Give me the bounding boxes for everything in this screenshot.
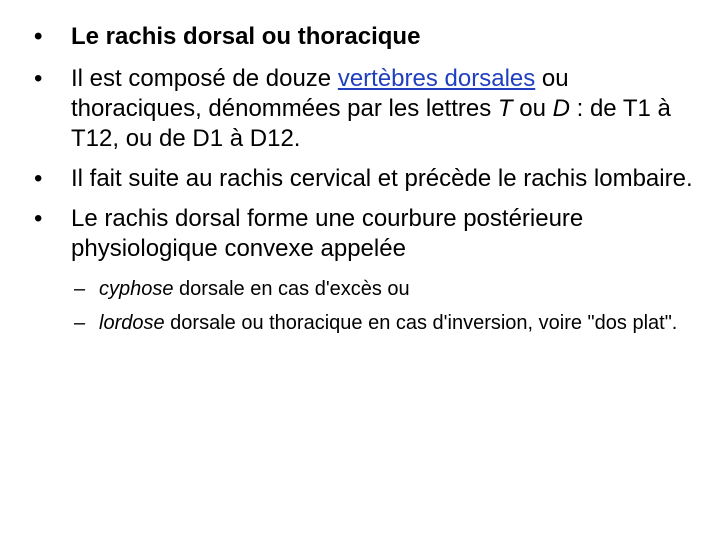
bullet-composition-post: : de T1 à T12, ou de D1 à D12. xyxy=(71,95,671,152)
bullet-composition-mid1: ou thoraciques, dénommées par les lettres xyxy=(71,65,569,122)
sub-item-cyphose xyxy=(34,276,694,302)
bullet-composition xyxy=(34,64,694,154)
cyphose-term: cyphose xyxy=(99,278,174,300)
bullet-position xyxy=(34,164,694,194)
bullet-position-text: Il fait suite au rachis cervical et précède le rachis lombaire. xyxy=(71,165,693,192)
dash-symbol: – xyxy=(74,312,86,334)
dash-symbol: – xyxy=(74,278,86,300)
bullet-symbol: • xyxy=(34,205,43,232)
bullet-composition-mid2: ou xyxy=(512,95,553,122)
bullet-symbol: • xyxy=(34,23,43,50)
bullet-composition-pre: Il est composé de douze xyxy=(71,65,338,92)
letter-d: D xyxy=(552,95,570,122)
vertebres-dorsales-link[interactable]: vertèbres dorsales xyxy=(337,65,536,92)
bullet-title-text: Le rachis dorsal ou thoracique xyxy=(71,23,421,50)
bullet-title xyxy=(34,22,694,52)
letter-t: T xyxy=(497,95,513,122)
bullet-symbol: • xyxy=(34,165,43,192)
lordose-term: lordose xyxy=(99,312,165,334)
sub-item-cyphose-text: dorsale en cas d'excès ou xyxy=(173,278,410,300)
bullet-symbol: • xyxy=(34,65,43,92)
sub-item-lordose-text: dorsale ou thoracique en cas d'inversion, voire "dos plat". xyxy=(164,312,678,334)
bullet-curvature-text: Le rachis dorsal forme une courbure postérieure physiologique convexe appelée xyxy=(71,205,584,262)
sub-item-lordose xyxy=(34,310,694,336)
bullet-curvature xyxy=(34,204,694,264)
bullet-list xyxy=(34,22,694,344)
